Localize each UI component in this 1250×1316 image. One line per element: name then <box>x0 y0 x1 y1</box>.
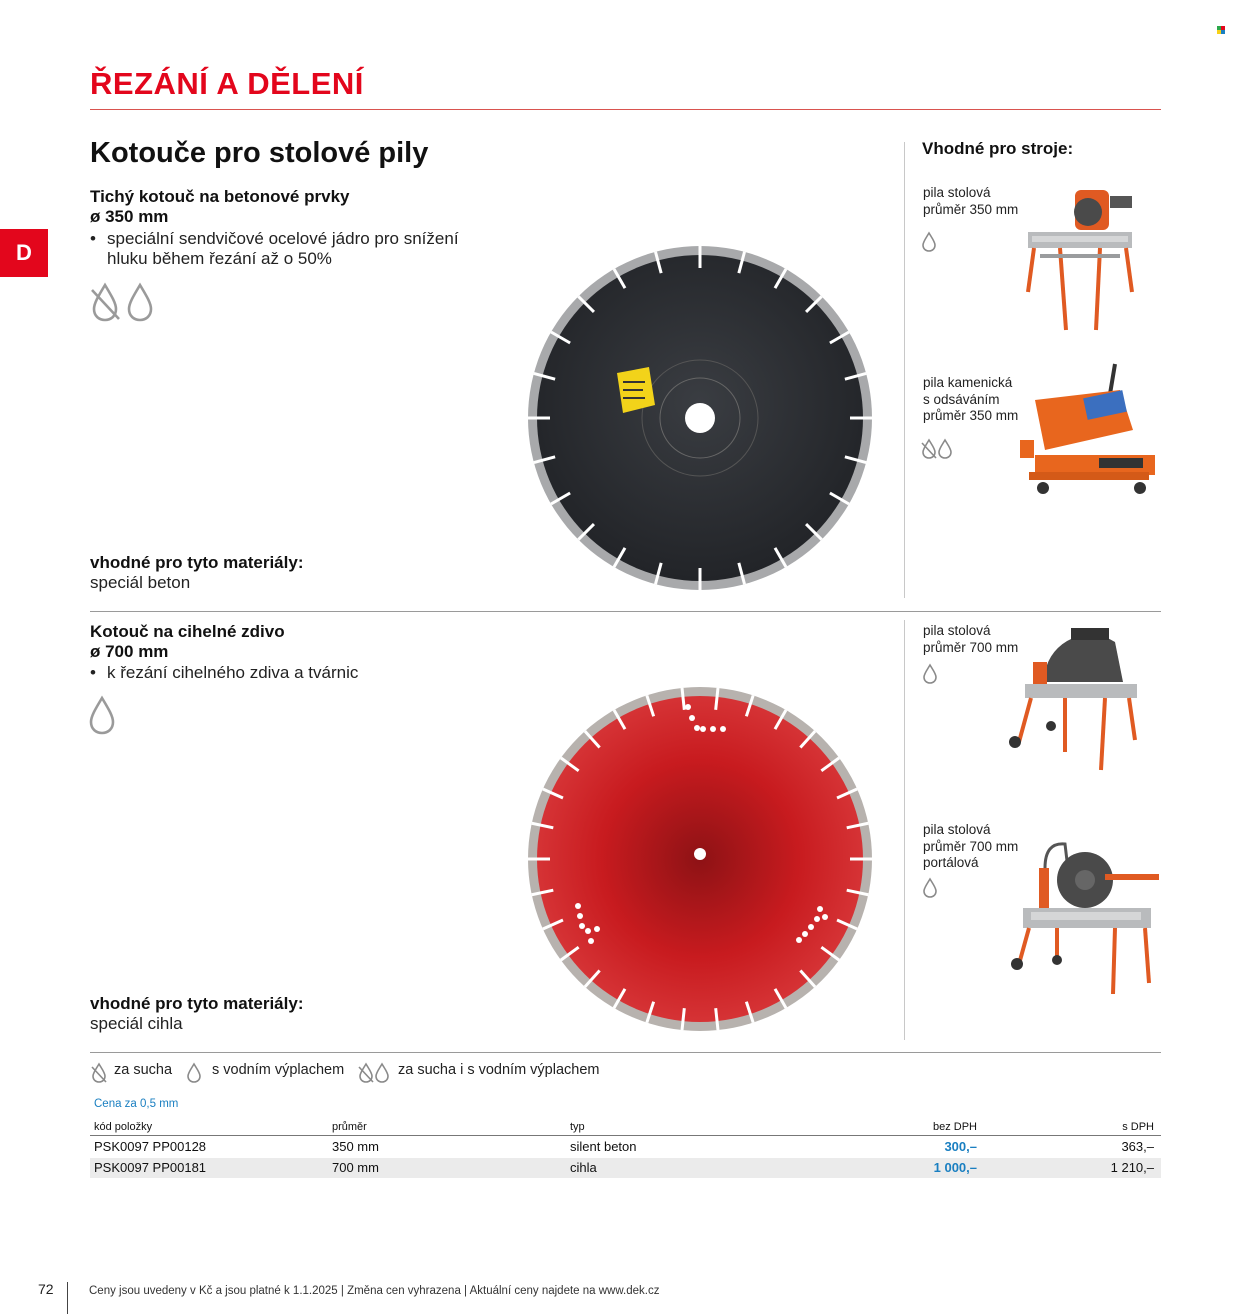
footer-text: Ceny jsou uvedeny v Kč a jsou platné k 1.1.2025 | Změna cen vyhrazena | Aktuální ceny najdete na www.dek.cz <box>89 1285 660 1297</box>
cell-price-gross: 363,– <box>1121 1139 1154 1154</box>
machine-label-line: pila stolová <box>923 185 991 200</box>
footer-divider <box>67 1282 68 1314</box>
table-row <box>90 1158 1161 1178</box>
machine-label-line: průměr 350 mm <box>923 201 1019 217</box>
legend-divider <box>90 1052 1161 1053</box>
column-divider <box>904 620 905 1040</box>
machines-title: Vhodné pro stroje: <box>922 139 1074 158</box>
bullet-text: speciální sendvičové ocelové jádro pro snížení <box>107 229 459 248</box>
machine-label <box>923 623 1018 656</box>
dry-and-wet-drops-icon <box>357 1062 391 1084</box>
bullet-dot: • <box>90 663 96 682</box>
cell-diameter: 350 mm <box>332 1139 379 1154</box>
materials-heading: vhodné pro tyto materiály: <box>90 994 304 1013</box>
bullet-text: k řezání cihelného zdiva a tvárnic <box>107 663 359 682</box>
item-name: Tichý kotouč na betonové prvky <box>90 187 350 206</box>
item-divider <box>90 611 1161 612</box>
machine-label-line: s odsáváním <box>923 391 1000 407</box>
legend-dry: za sucha <box>114 1062 173 1078</box>
bullet-dot: • <box>90 229 96 248</box>
wet-drop-icon <box>922 877 938 899</box>
materials-value: speciál beton <box>90 573 191 592</box>
wet-drop-icon <box>921 231 937 253</box>
dry-and-wet-drops-icon <box>920 438 954 460</box>
col-header-price-net: bez DPH <box>932 1121 977 1133</box>
cell-code: PSK0097 PP00128 <box>94 1139 207 1154</box>
cell-diameter: 700 mm <box>332 1160 379 1175</box>
brand-logo <box>1217 26 1225 34</box>
item-diameter: ø 700 mm <box>90 642 169 661</box>
machine-label-line: průměr 350 mm <box>923 408 1019 423</box>
dry-and-wet-drops-icon <box>89 281 155 323</box>
materials-value: speciál cihla <box>90 1014 183 1033</box>
cell-type: silent beton <box>570 1139 637 1154</box>
wet-drop-icon <box>186 1062 202 1084</box>
portal-table-saw-700-image <box>1005 838 1165 998</box>
dark-diamond-blade-image <box>525 243 875 593</box>
product-title: Kotouče pro stolové pily <box>90 137 429 169</box>
stone-saw-350-image <box>1015 360 1160 505</box>
machine-label-line: pila stolová <box>923 822 991 837</box>
section-divider <box>90 109 1161 110</box>
machine-label-line: průměr 700 mm <box>923 838 1019 854</box>
wet-drop-icon <box>88 694 118 736</box>
cell-code: PSK0097 PP00181 <box>94 1160 207 1175</box>
table-saw-350-image <box>1020 182 1140 332</box>
col-header-code: kód položky <box>94 1121 153 1133</box>
machine-label-line: portálová <box>923 855 979 870</box>
col-header-price-gross: s DPH <box>1122 1121 1154 1133</box>
wet-drop-icon <box>922 663 938 685</box>
page-number: 72 <box>38 1281 54 1297</box>
bullet-text: hluku během řezání až o 50% <box>107 249 332 268</box>
machine-label-line: průměr 700 mm <box>923 639 1019 655</box>
table-saw-700-image <box>1005 622 1145 772</box>
usage-legend <box>90 1062 690 1084</box>
cell-price-gross: 1 210,– <box>1110 1160 1154 1175</box>
item-diameter: ø 350 mm <box>90 207 169 226</box>
dry-drop-icon <box>90 1062 108 1084</box>
table-row <box>90 1137 1161 1157</box>
chapter-tab: D <box>0 229 48 277</box>
legend-wet: s vodním výplachem <box>212 1062 345 1078</box>
machine-label <box>923 375 1018 425</box>
materials-heading: vhodné pro tyto materiály: <box>90 553 304 572</box>
price-note: Cena za 0,5 mm <box>94 1098 179 1110</box>
red-diamond-blade-image <box>525 684 875 1034</box>
col-header-diameter: průměr <box>332 1121 367 1133</box>
legend-both: za sucha i s vodním výplachem <box>398 1062 600 1078</box>
item-name: Kotouč na cihelné zdivo <box>90 622 285 641</box>
machine-label <box>923 185 1018 218</box>
col-header-type: typ <box>570 1121 585 1133</box>
machine-label-line: pila kamenická <box>923 375 1013 390</box>
machine-label <box>923 822 1018 872</box>
machine-label-line: pila stolová <box>923 623 991 638</box>
column-divider <box>904 142 905 598</box>
section-title: ŘEZÁNÍ A DĚLENÍ <box>90 66 364 101</box>
table-header-rule <box>90 1135 1161 1136</box>
cell-type: cihla <box>570 1160 597 1175</box>
cell-price-net: 300,– <box>944 1139 977 1154</box>
cell-price-net: 1 000,– <box>933 1160 977 1175</box>
